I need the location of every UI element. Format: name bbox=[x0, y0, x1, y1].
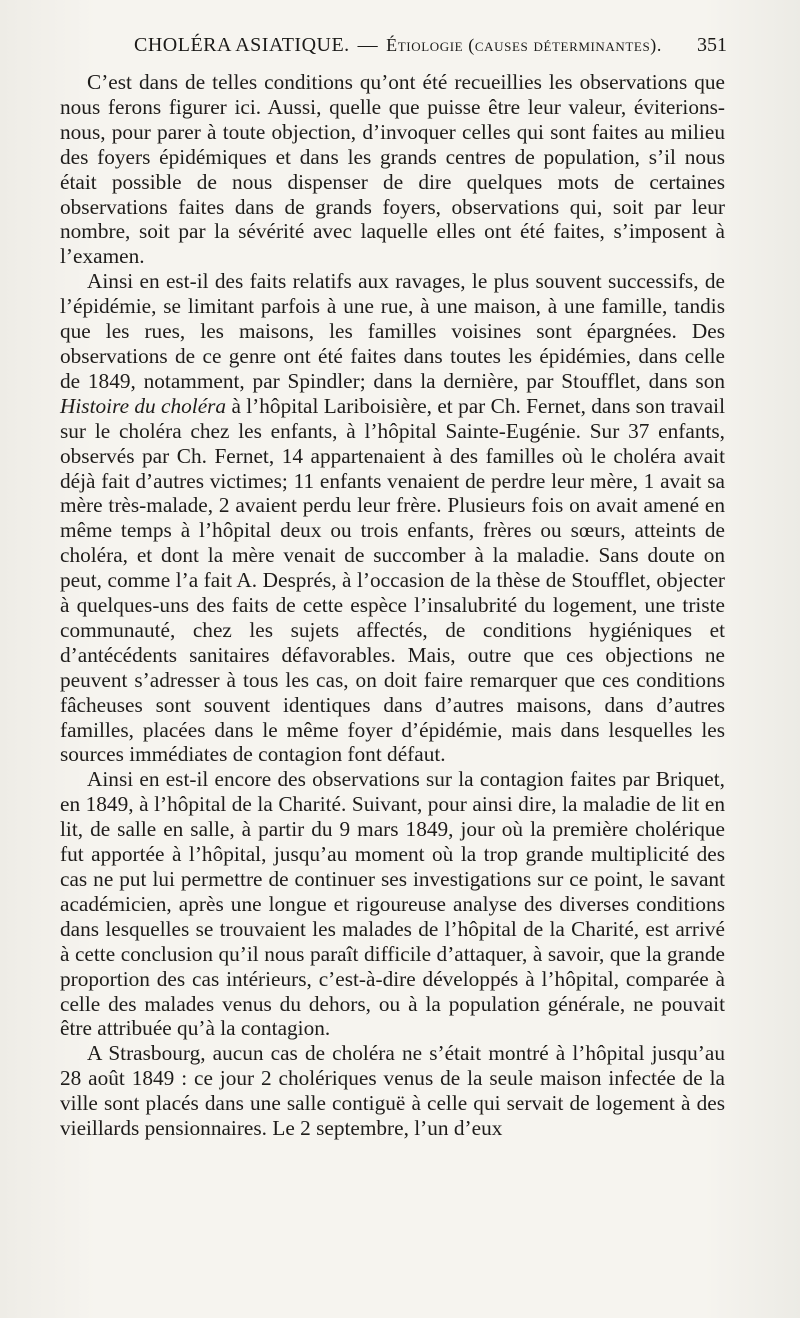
body-text bbox=[60, 70, 725, 1141]
paragraph-2-part-1: Ainsi en est-il des faits relatifs aux ravages, le plus souvent successifs, de l’épidémie, se limitant parfois à une rue, à une maison, à une famille, tandis que les rues, les maisons, les familles voisines sont épargnées. Des observations de ce genre ont été faites dans toutes les épidémies, dans celle de 1849, notamment, par Spindler; dans la dernière, par Stoufflet, dans son bbox=[60, 269, 725, 393]
paragraph-4: A Strasbourg, aucun cas de choléra ne s’était montré à l’hôpital jusqu’au 28 août 1849 : ce jour 2 cholériques venus de la seule maison infectée de la ville sont placés dans une salle contiguë à celle qui servait de logement à des vieillards pensionnaires. Le 2 septembre, l’un d’eux bbox=[60, 1041, 725, 1141]
page-number: 351 bbox=[697, 34, 727, 56]
header-title bbox=[134, 34, 662, 57]
header-title-text: CHOLÉRA ASIATIQUE. bbox=[134, 34, 350, 56]
paragraph-2 bbox=[60, 269, 725, 767]
paragraph-1: C’est dans de telles conditions qu’ont été recueillies les observations que nous ferons figurer ici. Aussi, quelle que puisse être leur valeur, éviterions-nous, pour parer à toute objection, d’invoquer celles qui sont faites au milieu des foyers épidémiques et dans les grands centres de population, s’il nous était possible de nous dispenser de dire quelques mots de certaines observations faites dans de grands foyers, observations qui, soit par leur nombre, soit par la sévérité avec laquelle elles ont été faites, s’imposent à l’examen. bbox=[60, 70, 725, 269]
running-header bbox=[62, 34, 727, 64]
paragraph-3: Ainsi en est-il encore des observations sur la contagion faites par Briquet, en 1849, à l’hôpital de la Charité. Suivant, pour ainsi dire, la maladie de lit en lit, de salle en salle, à partir du 9 mars 1849, jour où la première cholérique fut apportée à l’hôpital, jusqu’au moment où la trop grande multiplicité des cas ne put lui permettre de continuer ses investigations sur ce point, le savant académicien, après une longue et rigoureuse analyse des diverses conditions dans lesquelles se trouvaient les malades de l’hôpital de la Charité, est arrivé à cette conclusion qu’il nous paraît difficile d’attaquer, à savoir, que la grande proportion des cas intérieurs, c’est-à-dire développés à l’hôpital, comparée à celle des malades venus du dehors, ou à la population générale, ne pouvait être attribuée qu’à la contagion. bbox=[60, 767, 725, 1041]
paragraph-2-part-2: à l’hôpital Lariboisière, et par Ch. Fernet, dans son travail sur le choléra chez les enfants, à l’hôpital Sainte-Eugénie. Sur 37 enfants, observés par Ch. Fernet, 14 appartenaient à des familles où le choléra avait déjà fait d’autres victimes; 11 enfants venaient de perdre leur mère, 1 avait sa mère très-malade, 2 avaient perdu leur frère. Plusieurs fois on avait amené en même temps à l’hôpital deux ou trois enfants, frères ou sœurs, atteints de choléra, et dont la mère venait de succomber à la maladie. Sans doute on peut, comme l’a fait A. Després, à l’occasion de la thèse de Stoufflet, objecter à quelques-uns des faits de cette espèce l’insalubrité du logement, une triste communauté, chez les sujets affectés, de conditions hygiéniques et d’antécédents sanitaires défavorables. Mais, outre que ces objections ne peuvent s’adresser à tous les cas, on doit faire remarquer que ces conditions fâcheuses sont souvent identiques dans d’autres maisons, dans d’autres familles, placées dans le même foyer d’épidémie, mais dans lesquelles les sources immédiates de contagion font défaut. bbox=[60, 393, 725, 767]
book-title-italic: Histoire du choléra bbox=[60, 393, 227, 418]
header-subtitle: Étiologie (causes déterminantes). bbox=[386, 35, 662, 55]
header-dash: — bbox=[357, 34, 379, 56]
